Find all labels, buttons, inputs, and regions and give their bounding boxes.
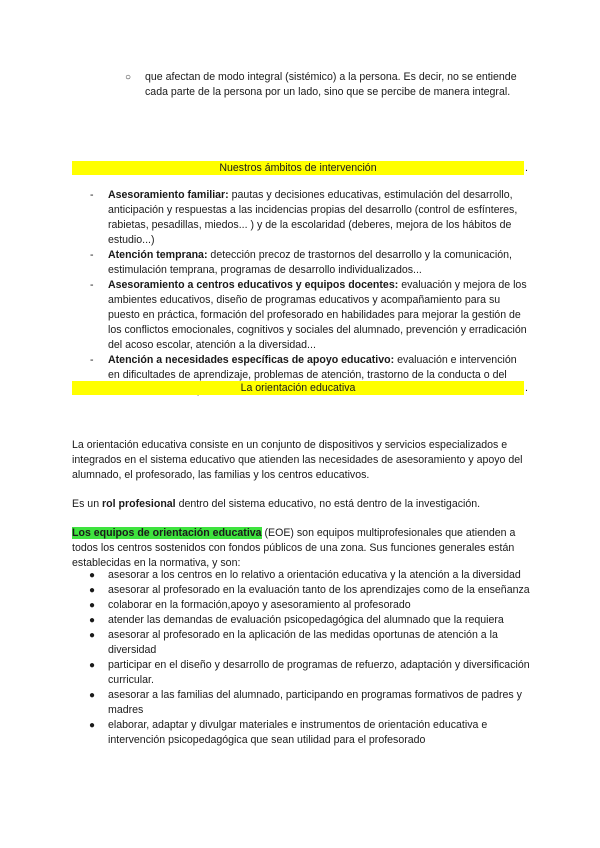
funcion-text: asesorar a los centros en lo relativo a orientación educativa y la atención a la diversidad (108, 569, 521, 581)
heading-trailing-dot: . (525, 162, 528, 174)
eoe-highlight: Los equipos de orientación educativa (72, 527, 262, 539)
ambitos-list (90, 188, 530, 398)
hollow-bullet-icon: ○ (125, 72, 132, 83)
filled-bullet-icon: ● (89, 615, 96, 626)
funcion-text: asesorar al profesorado en la aplicación de las medidas oportunas de atención a la diversidad (108, 629, 498, 656)
ambito-title: Asesoramiento familiar: (108, 189, 229, 201)
dash-bullet-icon: - (90, 189, 94, 201)
funcion-item (90, 598, 532, 613)
funcion-item (90, 613, 532, 628)
heading-trailing-dot: . (525, 382, 528, 394)
ambito-title: Asesoramiento a centros educativos y equipos docentes: (108, 279, 399, 291)
eoe-paragraph (72, 526, 530, 571)
section-heading-orientacion-text: La orientación educativa (240, 382, 356, 394)
intro-sub-item (125, 70, 528, 100)
funcion-text: participar en el diseño y desarrollo de programas de refuerzo, adaptación y diversificación curricular. (108, 659, 530, 686)
funcion-item (90, 718, 532, 748)
filled-bullet-icon: ● (89, 630, 96, 641)
funcion-item (90, 568, 532, 583)
rol-post: dentro del sistema educativo, no está dentro de la investigación. (175, 498, 481, 510)
intro-sub-item-text: que afectan de modo integral (sistémico) a la persona. Es decir, no se entiende cada parte de la persona por un lado, sino que se percibe de manera integral. (145, 71, 517, 98)
ambito-item (90, 278, 530, 353)
funcion-item (90, 628, 532, 658)
dash-bullet-icon: - (90, 249, 94, 261)
funcion-text: asesorar a las familias del alumnado, participando en programas formativos de padres y madres (108, 689, 522, 716)
ambito-text: evaluación y mejora de los ambientes educativos, diseño de programas educativos y acompañamiento para su puesto en práctica, formación del profesorado en habilidades para mejorar la gestión de los conflictos emocionales, cognitivos y sociales del alumnado, prevención y erradicación del acoso escolar, atención a la diversidad... (108, 279, 527, 351)
filled-bullet-icon: ● (89, 585, 96, 596)
filled-bullet-icon: ● (89, 570, 96, 581)
filled-bullet-icon: ● (89, 660, 96, 671)
rol-bold: rol profesional (102, 498, 176, 510)
rol-paragraph (72, 497, 530, 512)
filled-bullet-icon: ● (89, 720, 96, 731)
funcion-text: colaborar en la formación,apoyo y asesoramiento al profesorado (108, 599, 411, 611)
funcion-text: asesorar al profesorado en la evaluación tanto de los aprendizajes como de la enseñanza (108, 584, 530, 596)
dash-bullet-icon: - (90, 354, 94, 366)
filled-bullet-icon: ● (89, 690, 96, 701)
funcion-text: elaborar, adaptar y divulgar materiales e instrumentos de orientación educativa e intervención psicopedagógica que sean utilidad para el profesorado (108, 719, 488, 746)
funcion-item (90, 658, 532, 688)
section-heading-ambitos (72, 161, 528, 175)
ambito-title: Atención a necesidades específicas de apoyo educativo: (108, 354, 395, 366)
section-heading-orientacion (72, 381, 528, 395)
eoe-rest: (EOE) son equipos multiprofesionales que atienden a todos los centros sostenidos con fondos públicos de una zona. Sus funciones generales están establecidas en la normativa, y son: (72, 527, 516, 569)
dash-bullet-icon: - (90, 279, 94, 291)
funcion-item (90, 583, 532, 598)
section-heading-ambitos-text: Nuestros ámbitos de intervención (219, 162, 377, 174)
funcion-text: atender las demandas de evaluación psicopedagógica del alumnado que la requiera (108, 614, 504, 626)
ambito-item (90, 248, 530, 278)
orientacion-paragraph: La orientación educativa consiste en un conjunto de dispositivos y servicios especializados e integrados en el sistema educativo que atienden las necesidades de asesoramiento y apoyo del alumnado, el profesorado, las familias y los centros educativos. (72, 439, 523, 481)
funciones-list (90, 568, 532, 748)
ambito-text: evaluación e intervención en dificultades de aprendizaje, problemas de atención, trastorno de la conducta o del (108, 354, 517, 381)
ambito-title: Atención temprana: (108, 249, 208, 261)
ambito-item (90, 188, 530, 248)
ambito-text: detección precoz de trastornos del desarrollo y la comunicación, estimulación temprana, programas de desarrollo individualizados... (108, 249, 512, 276)
filled-bullet-icon: ● (89, 600, 96, 611)
funcion-item (90, 688, 532, 718)
ambito-text: pautas y decisiones educativas, estimulación del desarrollo, anticipación y respuestas a las incidencias propias del desarrollo (control de esfínteres, rabietas, pesadillas, miedos... ) y de la escolaridad (deberes, mejora de los hábitos de estudio...) (108, 189, 518, 246)
rol-pre: Es un (72, 498, 103, 510)
